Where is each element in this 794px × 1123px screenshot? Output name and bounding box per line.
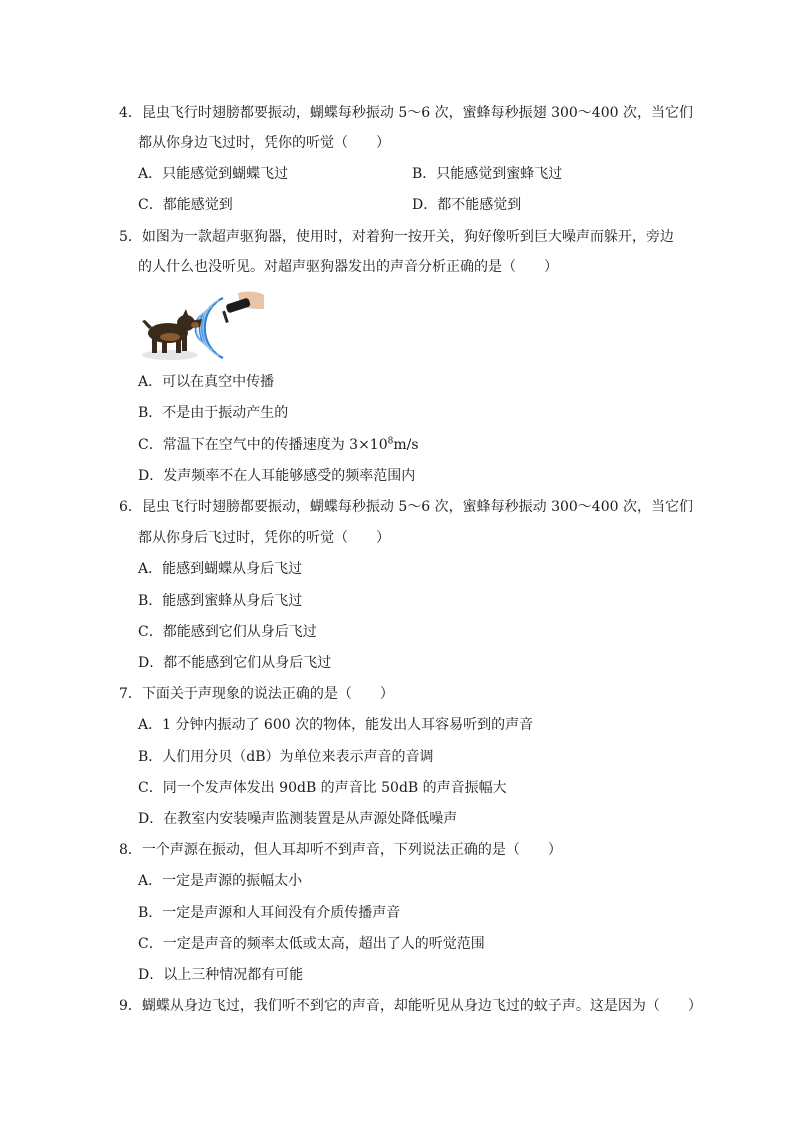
question-5-option-c-text: C．常温下在空气中的传播速度为 3×10 [138,437,388,453]
question-5-option-b[interactable]: B．不是由于振动产生的 [138,405,289,421]
question-9-stem: 9．蝴蝶从身边飞过，我们听不到它的声音，却能听见从身边飞过的蚊子声。这是因为（ ） [119,998,702,1014]
question-5-stem-line-2: 的人什么也没听见。对超声驱狗器发出的声音分析正确的是（ ） [138,259,558,275]
question-8-option-c[interactable]: C．一定是声音的频率太低或太高，超出了人的听觉范围 [138,936,485,952]
question-4-stem-line-1: 4．昆虫飞行时翅膀都要振动，蝴蝶每秒振动 5～6 次，蜜蜂每秒振翅 300～400 次，当它们 [119,105,693,121]
question-7-option-d[interactable]: D．在教室内安装噪声监测装置是从声源处降低噪声 [138,811,458,827]
question-8-option-b[interactable]: B．一定是声源和人耳间没有介质传播声音 [138,905,401,921]
question-6-option-c[interactable]: C．都能感到它们从身后飞过 [138,624,317,640]
question-8-option-a[interactable]: A．一定是声源的振幅太小 [138,873,303,889]
question-7-option-c[interactable]: C．同一个发声体发出 90dB 的声音比 50dB 的声音振幅大 [138,780,507,796]
question-5-stem-line-1: 5．如图为一款超声驱狗器，使用时，对着狗一按开关，狗好像听到巨大噪声而躲开，旁边 [119,229,674,245]
question-7-option-a[interactable]: A．1 分钟内振动了 600 次的物体，能发出人耳容易听到的声音 [138,717,534,733]
question-4-option-c[interactable]: C．都能感觉到 [138,197,233,213]
question-6-stem-line-2: 都从你身后飞过时，凭你的听觉（ ） [138,530,390,546]
question-6-stem-line-1: 6．昆虫飞行时翅膀都要振动，蝴蝶每秒振动 5～6 次，蜜蜂每秒振动 300～400 次，当它们 [119,499,693,515]
question-6-option-d[interactable]: D．都不能感到它们从身后飞过 [138,655,332,671]
question-6-option-a[interactable]: A．能感到蝴蝶从身后飞过 [138,561,303,577]
question-4-option-a[interactable]: A．只能感觉到蝴蝶飞过 [138,166,289,182]
question-5-option-a[interactable]: A．可以在真空中传播 [138,374,275,390]
question-8-option-d[interactable]: D．以上三种情况都有可能 [138,967,304,983]
ultrasonic-dog-repeller-figure [140,287,265,363]
question-4-option-d[interactable]: D．都不能感觉到 [412,197,522,213]
question-7-stem: 7．下面关于声现象的说法正确的是（ ） [119,686,394,702]
question-7-option-b[interactable]: B．人们用分贝（dB）为单位来表示声音的音调 [138,749,434,765]
question-5-option-d[interactable]: D．发声频率不在人耳能够感受的频率范围内 [138,468,416,484]
question-6-option-b[interactable]: B．能感到蜜蜂从身后飞过 [138,593,303,609]
question-4-option-b[interactable]: B．只能感觉到蜜蜂飞过 [412,166,563,182]
question-4-stem-line-2: 都从你身边飞过时，凭你的听觉（ ） [138,135,390,151]
question-5-option-c[interactable] [138,436,419,454]
question-8-stem: 8．一个声源在振动，但人耳却听不到声音，下列说法正确的是（ ） [119,842,562,858]
question-5-option-c-exponent: 8 [387,436,394,447]
question-5-option-c-unit: m/s [393,437,419,453]
